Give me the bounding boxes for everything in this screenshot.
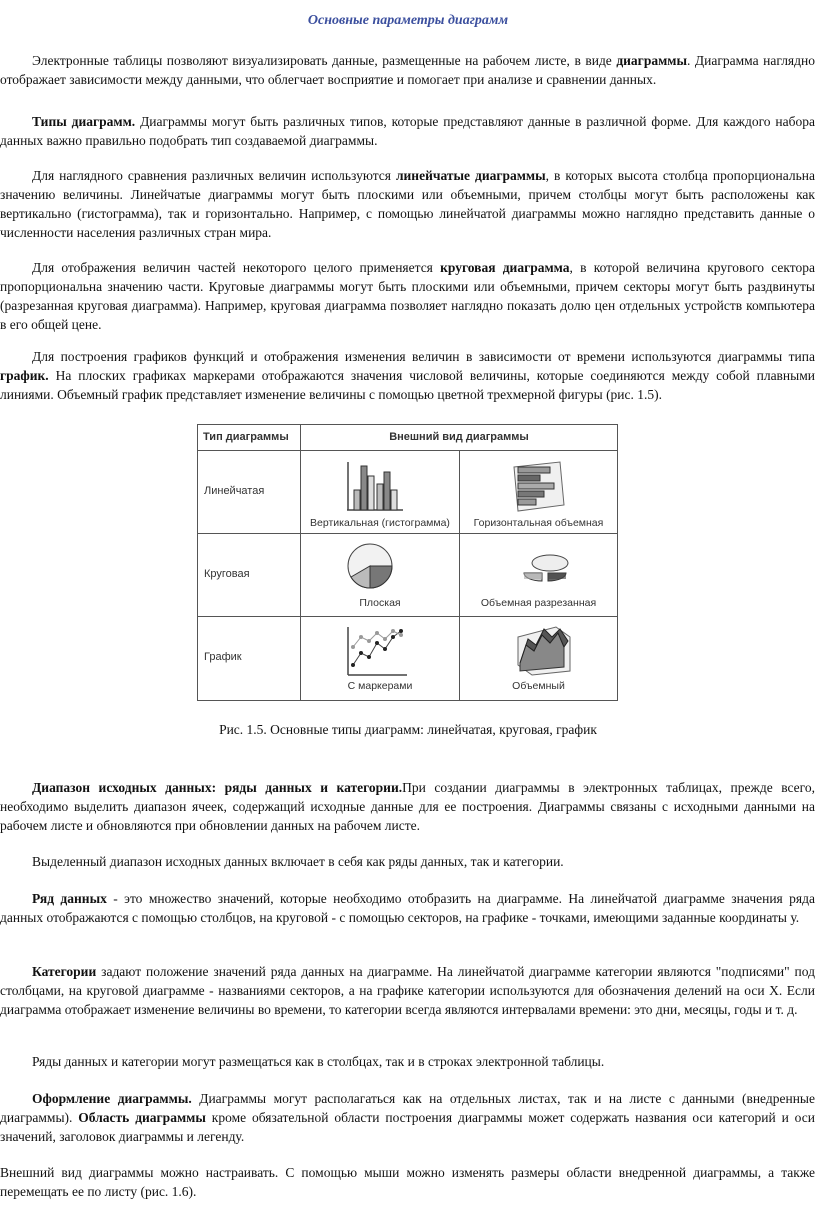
- text: Ряды данных и категории могут размещаться как в столбцах, так и в строках электронной таблицы.: [32, 1054, 605, 1069]
- figure-header: [198, 425, 617, 451]
- categories-paragraph: [0, 962, 815, 1019]
- text: При создании диаграммы в электронных таблицах, прежде всего, необходимо выделить диапазон ячеек, содержащий исходные данные для ее построения. Диаграммы связаны с исходными данными на рабочем листе и обновляются при обновлении данных на рабочем листе.: [0, 780, 815, 833]
- series-placement-paragraph: [0, 1052, 815, 1071]
- pie-charts-paragraph: [0, 258, 815, 334]
- bold-term: Оформление диаграммы.: [32, 1091, 192, 1106]
- chart-types-paragraph: [0, 112, 815, 150]
- text: Электронные таблицы позволяют визуализировать данные, размещенные на рабочем листе, в виде: [32, 53, 617, 68]
- customization-paragraph: [0, 1163, 815, 1201]
- divider: [198, 616, 617, 617]
- exploded-3d-pie-chart-image: [512, 549, 574, 589]
- bold-term: Типы диаграмм.: [32, 114, 136, 129]
- caption-vertical: Вертикальная (гистограмма): [310, 517, 450, 529]
- row-label-line: График: [204, 651, 242, 663]
- text: Диаграммы могут располагаться как на отдельных листах, так и на листе с данными (внедренные диаграммы).: [0, 1091, 815, 1125]
- bold-term: Область диаграммы: [78, 1110, 206, 1125]
- text: Для наглядного сравнения различных величин используются: [32, 168, 396, 183]
- data-range-paragraph: [0, 778, 815, 835]
- divider: [459, 450, 460, 700]
- row-label-pie: Круговая: [204, 568, 250, 580]
- horizontal-3d-bar-chart-image: [510, 459, 568, 513]
- appearance-column-header: Внешний вид диаграммы: [389, 431, 529, 443]
- text: . Диаграмма наглядно отображает зависимости между данными, что облегчает восприятие и помогает при анализе и сравнении данных.: [0, 53, 815, 87]
- page-title: Основные параметры диаграмм: [307, 13, 509, 28]
- text: Для построения графиков функций и отображения изменения величин в зависимости от времени используются диаграммы типа: [32, 349, 815, 364]
- selected-range-paragraph: [0, 852, 815, 871]
- bar-charts-paragraph: [0, 166, 815, 242]
- bold-term: диаграммы: [616, 53, 688, 68]
- text: , в которой величина кругового сектора пропорциональна значению части. Круговые диаграммы могут быть плоскими или объемными, причем секторы могут быть раздвинуты (разрезанная круговая диаграмма). Например, круговая диаграмма позволяет наглядно показать долю цен отдельных устройств компьютера в его общей цене.: [0, 260, 815, 332]
- bold-term: Диапазон исходных данных: ряды данных и категории.: [32, 780, 403, 795]
- bold-term: Категории: [32, 964, 97, 979]
- caption-3d: Объемный: [512, 680, 565, 692]
- bold-term: Ряд данных: [32, 891, 107, 906]
- text: Для отображения величин частей некоторого целого применяется: [32, 260, 441, 275]
- text: - это множество значений, которые необходимо отобразить на диаграмме. На линейчатой диаграмме значения ряда данных отображаются с помощью столбцов, на круговой - с помощью секторов, на графике - точками, имеющими заданные координаты у.: [0, 891, 815, 925]
- chart-types-figure: [197, 424, 618, 701]
- figure-caption: Рис. 1.5. Основные типы диаграмм: линейчатая, круговая, график: [219, 722, 597, 737]
- flat-pie-chart-image: [345, 541, 395, 591]
- data-series-paragraph: [0, 889, 815, 927]
- text: Выделенный диапазон исходных данных включает в себя как ряды данных, так и категории.: [32, 854, 564, 869]
- line-charts-paragraph: [0, 347, 815, 404]
- text: задают положение значений ряда данных на диаграмме. На линейчатой диаграмме категории являются "подписями" под столбцами, на круговой диаграмме - названиями секторов, а на графике категории используются для обозначения делений на оси X. Если диаграмма отображает изменение величины во времени, то категории всегда являются интервалами времени: это дни, месяцы, годы и т. д.: [0, 964, 815, 1017]
- vertical-bar-chart-image: [345, 460, 405, 512]
- 3d-line-chart-image: [512, 623, 574, 677]
- text: Внешний вид диаграммы можно настраивать. С помощью мыши можно изменять размеры области внедренной диаграммы, а также перемещать ее по листу (рис. 1.6).: [0, 1165, 815, 1199]
- caption-flat: Плоская: [359, 597, 401, 609]
- divider: [300, 425, 301, 700]
- bold-term: круговая диаграмма: [440, 260, 570, 275]
- divider: [198, 533, 617, 534]
- row-label-bar: Линейчатая: [204, 485, 265, 497]
- text: Диаграммы могут быть различных типов, которые представляют данные в различной форме. Для каждого набора данных важно правильно подобрать тип создаваемой диаграммы.: [0, 114, 815, 148]
- line-chart-with-markers-image: [345, 625, 409, 677]
- caption-markers: С маркерами: [347, 680, 413, 692]
- text: На плоских графиках маркерами отображаются значения числовой величины, которые соединяются между собой плавными линиями. Объемный график представляет изменение величины с помощью цветной трехмерной фигуры (рис. 1.5).: [0, 368, 815, 402]
- caption-exploded: Объемная разрезанная: [480, 597, 597, 609]
- text: , в которых высота столбца пропорциональна значению величины. Линейчатые диаграммы могут быть плоскими или объемными, причем столбцы могут быть расположены как вертикально (гистограмма), так и горизонтально. Например, с помощью линейчатой диаграммы можно наглядно представить данные о численности населения различных стран мира.: [0, 168, 815, 240]
- bold-term: линейчатые диаграммы: [395, 168, 546, 183]
- text: кроме обязательной области построения диаграммы может содержать названия оси категорий и оси значений, заголовок диаграммы и легенду.: [0, 1110, 815, 1144]
- bold-term: график.: [0, 368, 49, 383]
- chart-design-paragraph: [0, 1089, 815, 1146]
- intro-paragraph: [0, 51, 815, 89]
- caption-horizontal: Горизонтальная объемная: [473, 517, 604, 529]
- type-column-header: Тип диаграммы: [203, 431, 289, 443]
